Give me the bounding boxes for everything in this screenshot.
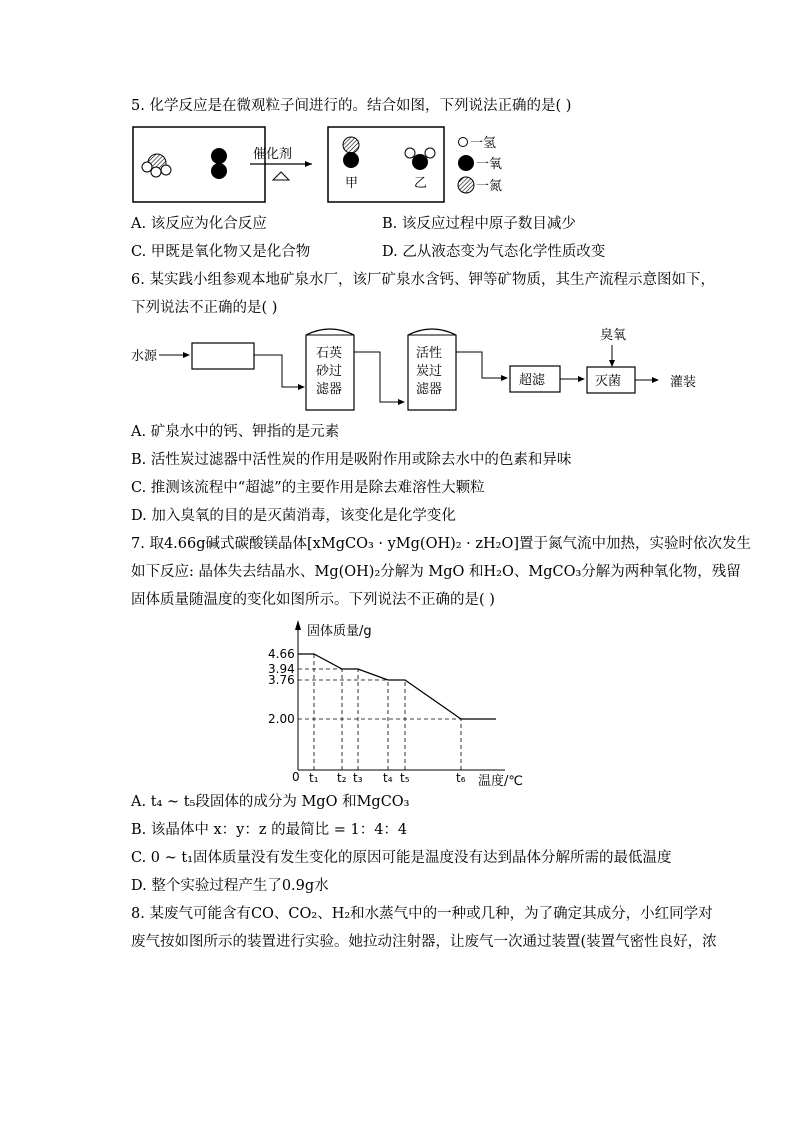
q7-option-b: B. 该晶体中 x：y：z 的最简比 = 1：4：4 [131,822,408,838]
q6-option-d: D. 加入臭氧的目的是灭菌消毒，该变化是化学变化 [131,508,456,524]
q7-option-d: D. 整个实验过程产生了0.9g水 [131,878,329,894]
q6-option-a: A. 矿泉水中的钙、钾指的是元素 [131,424,340,440]
carbon-label-1: 活性 [416,346,443,361]
fill-label: 灌装 [670,375,697,390]
q8-stem-line2: 废气按如图所示的装置进行实验。她拉动注射器，让废气一次通过装置(装置气密性良好，浓 [131,934,717,950]
x-tick-label: t₅ [400,771,410,785]
q7-option-a: A. t₄ ~ t₅段固体的成分为 MgO 和MgCO₃ [131,794,410,810]
x-tick-label: t₆ [456,771,466,785]
q7-option-c: C. 0 ~ t₁固体质量没有发生变化的原因可能是温度没有达到晶体分解所需的最低温度 [131,850,672,866]
quartz-label-3: 滤器 [316,382,343,397]
ozone-label: 臭氧 [600,328,627,343]
x-tick-label: t₁ [309,771,319,785]
mass-series-line [298,654,496,719]
quartz-label-2: 砂过 [316,364,343,379]
q5-option-a: A. 该反应为化合反应 [131,216,267,232]
q5-option-b: B. 该反应过程中原子数目减少 [382,216,576,232]
q6-option-c: C. 推测该流程中“超滤”的主要作用是除去难溶性大颗粒 [131,480,485,496]
yi-label: 乙 [414,176,428,191]
ultra-label: 超滤 [519,373,546,388]
q7-stem-line3: 固体质量随温度的变化如图所示。下列说法不正确的是( ) [131,592,495,608]
y-axis-label: 固体质量/g [307,624,372,639]
y-tick-label: 3.76 [268,673,295,687]
catalyst-label: 催化剂 [253,147,293,162]
y-tick-label: 2.00 [268,712,295,726]
q5-option-d: D. 乙从液态变为气态化学性质改变 [382,244,606,260]
q5-option-c: C. 甲既是氧化物又是化合物 [131,244,311,260]
x-tick-label: t₄ [383,771,393,785]
y-axis-arrow [295,620,301,630]
q5-stem: 5. 化学反应是在微观粒子间进行的。结合如图，下列说法正确的是( ) [131,98,572,114]
carbon-label-3: 滤器 [416,382,443,397]
q7-stem-line2: 如下反应: 晶体失去结晶水、Mg(OH)₂分解为 MgO 和H₂O、MgCO₃分解为两种氧化物，残留 [131,564,741,580]
q7-stem-line1: 7. 取4.66g碱式碳酸镁晶体[xMgCO₃ · yMg(OH)₂ · zH₂O]置于氮气流中加热，实验时依次发生 [131,536,752,552]
q8-stem-line1: 8. 某废气可能含有CO、CO₂、H₂和水蒸气中的一种或几种，为了确定其成分，小红同学对 [131,906,713,922]
q6-stem-line2: 下列说法不正确的是( ) [131,300,278,316]
x-tick-label: t₂ [337,771,347,785]
sterilize-label: 灭菌 [595,374,622,389]
origin-label: 0 [292,770,300,784]
legend-nitrogen: 一氮 [476,179,503,194]
y-tick-label: 3.94 [268,662,295,676]
q6-stem-line1: 6. 某实践小组参观本地矿泉水厂，该厂矿泉水含钙、钾等矿物质，其生产流程示意图如下， [131,272,715,288]
x-axis-label: 温度/℃ [478,774,523,789]
legend-hydrogen: 一氢 [470,136,497,151]
carbon-label-2: 炭过 [416,364,443,379]
quartz-label-1: 石英 [316,346,343,361]
x-tick-label: t₃ [353,771,363,785]
jia-label: 甲 [345,176,359,191]
q6-option-b: B. 活性炭过滤器中活性炭的作用是吸附作用或除去水中的色素和异味 [131,452,572,468]
y-tick-label: 4.66 [268,647,295,661]
legend-oxygen: 一氧 [476,157,503,172]
source-label: 水源 [131,349,158,364]
